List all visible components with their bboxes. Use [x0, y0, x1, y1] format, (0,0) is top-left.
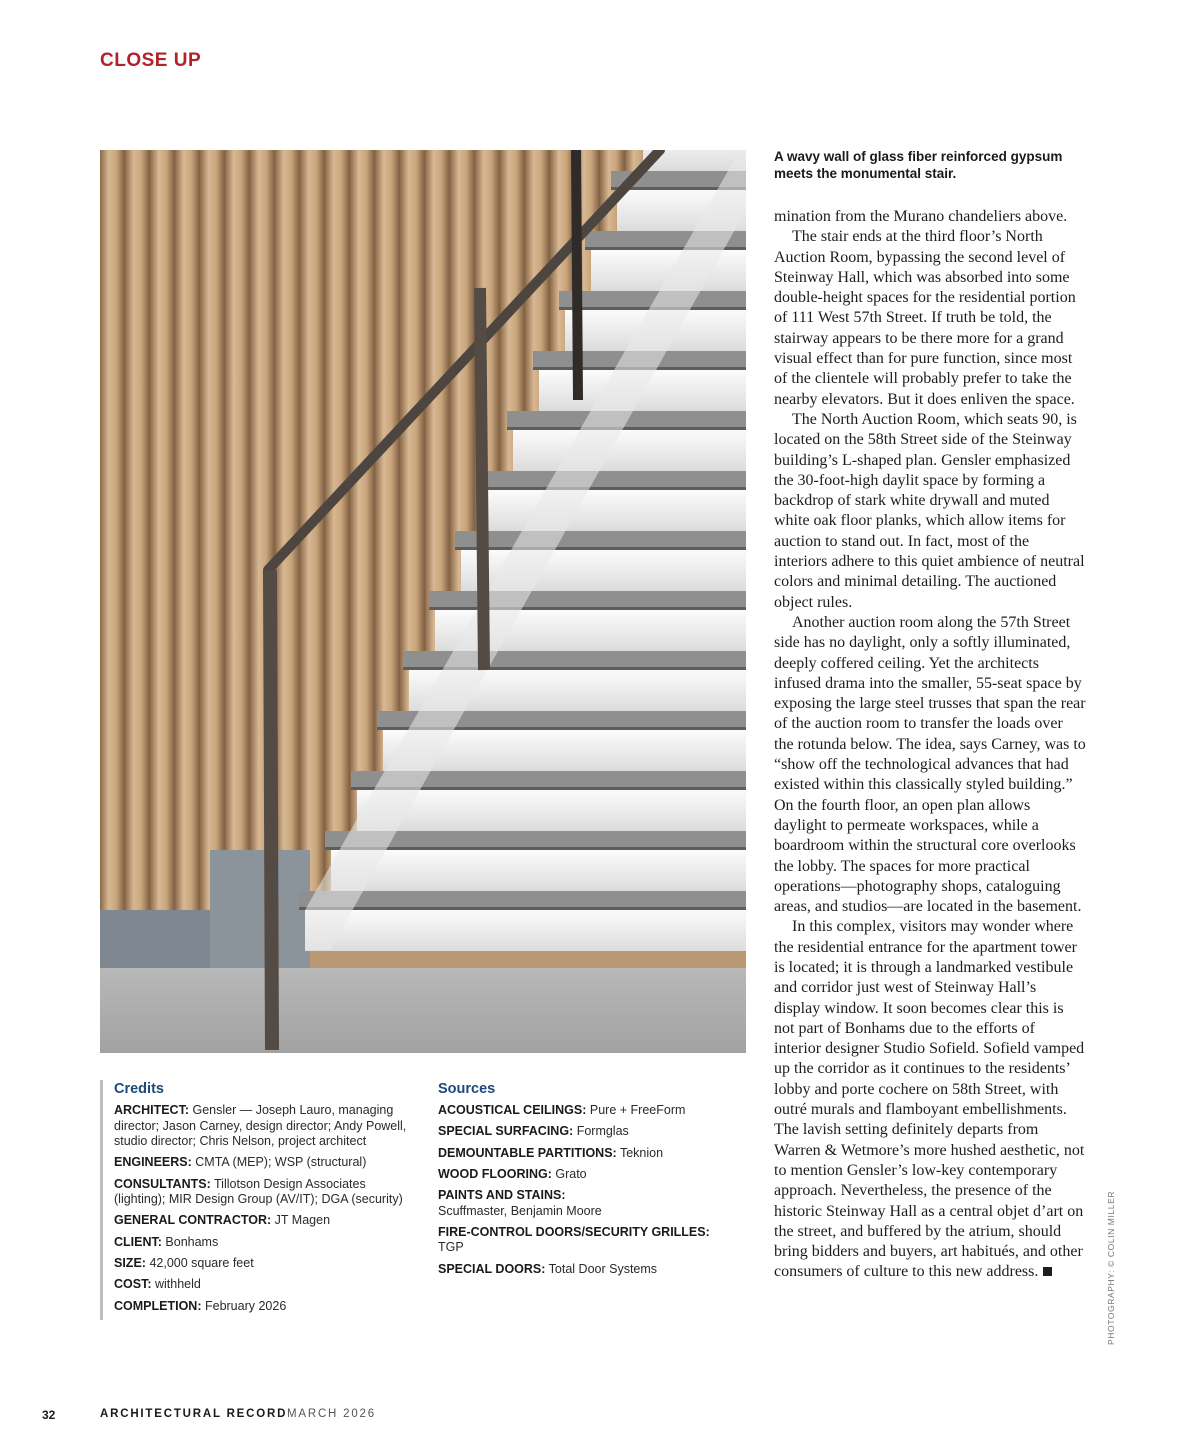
page-number: 32 — [42, 1408, 56, 1422]
source-entry — [438, 1103, 748, 1119]
credit-label: CLIENT: — [114, 1234, 162, 1249]
wall-flute — [275, 150, 300, 910]
wall-flute — [225, 150, 250, 910]
stair-riser — [487, 485, 746, 531]
stair-nosing — [455, 547, 746, 550]
stair-nosing — [481, 487, 746, 490]
credit-value: Gensler — Joseph Lauro, managing director; Jason Carney, design director; Andy Powell, studio director; Chris Nelson, project architect — [114, 1103, 407, 1148]
stair-tread — [299, 891, 746, 907]
article-paragraph: The stair ends at the third floor’s North Auction Room, bypassing the second level of Steinway Hall, which was absorbed into some double-height spaces for the residential portion of 111 West 57th Street. If truth be told, the stairway appears to be there more for a grand visual effect than for pure function, since most of the clientele will probably prefer to take the nearby elevators. But it does enliven the space. — [774, 228, 1076, 408]
credit-value: withheld — [154, 1277, 201, 1292]
issue-date: MARCH 2026 — [287, 1408, 376, 1420]
wall-flute — [100, 150, 125, 910]
credit-label: SIZE: — [114, 1255, 146, 1270]
stair-nosing — [299, 907, 746, 910]
article-paragraph: mination from the Murano chandeliers above. — [774, 208, 1068, 225]
credit-value: 42,000 square feet — [149, 1255, 254, 1270]
credit-value: Bonhams — [165, 1234, 219, 1249]
handrail-post — [576, 150, 578, 400]
credit-label: COMPLETION: — [114, 1298, 202, 1313]
stair-photo-illustration — [100, 150, 746, 1053]
credit-label: ARCHITECT: — [114, 1103, 189, 1117]
credit-label: GENERAL CONTRACTOR: — [114, 1213, 272, 1228]
credit-value: CMTA (MEP); WSP (structural) — [195, 1155, 367, 1170]
source-value: Grato — [555, 1166, 587, 1181]
credit-entry — [114, 1155, 410, 1171]
source-entry — [438, 1188, 748, 1219]
credit-entry — [114, 1213, 410, 1229]
wall-flute — [150, 150, 175, 910]
credit-label: COST: — [114, 1277, 152, 1292]
source-entry — [438, 1262, 748, 1278]
wall-flute — [200, 150, 225, 910]
credit-entry — [114, 1235, 410, 1251]
credit-label: ENGINEERS: — [114, 1155, 192, 1170]
stair-nosing — [429, 607, 746, 610]
article-body — [774, 207, 1086, 1283]
publication-name: ARCHITECTURAL RECORD — [100, 1408, 288, 1420]
source-entry — [438, 1146, 748, 1162]
credits-title: Credits — [114, 1081, 164, 1097]
source-entry — [438, 1167, 748, 1183]
stair-riser — [305, 905, 746, 951]
credit-entry — [114, 1177, 410, 1208]
credit-entry — [114, 1277, 410, 1293]
handrail-post — [480, 288, 484, 670]
stair-photo — [100, 150, 746, 1053]
source-label: WOOD FLOORING: — [438, 1166, 552, 1181]
photo-credit: PHOTOGRAPHY: © COLIN MILLER — [1106, 1190, 1116, 1345]
stair-tread — [455, 531, 746, 547]
article-paragraph: The North Auction Room, which seats 90, is located on the 58th Street side of the Steinway building’s L-shaped plan. Gensler emphasized the 30-foot-high daylit space by forming a backdrop of stark white drywall and muted white oak floor planks, which allow items for auction to stand out. In fact, most of the interiors adhere to this quiet ambience of neutral colors and minimal detailing. The auctioned object rules. — [774, 410, 1085, 611]
credits-box — [100, 1080, 410, 1320]
source-value: TGP — [438, 1240, 464, 1255]
source-value: Formglas — [576, 1124, 629, 1139]
wall-flute — [125, 150, 150, 910]
source-value: Total Door Systems — [548, 1261, 658, 1276]
sources-box — [438, 1080, 748, 1283]
source-label: SPECIAL SURFACING: — [438, 1124, 574, 1139]
source-value: Pure + FreeForm — [589, 1103, 686, 1117]
article-paragraph-text: In this complex, visitors may wonder where the residential entrance for the apartment tower is located; it is through a landmarked vestibule and corridor just west of Steinway Hall’s display window. It soon becomes clear this is not part of Bonhams due to the efforts of interior designer Studio Sofield. Sofield vamped up the corridor as it continues to the residents’ lobby and porte cochere on 58th Street, with outré murals and flamboyant embellishments. The lavish setting definitely departs from Warren & Wetmore’s more hushed aesthetic, not to mention Gensler’s low-key contemporary approach. Nevertheless, the presence of the historic Steinway Hall as a central objet d’art on the street, and buffered by the atrium, should bring bidders and buyers, art habitués, and other consumers of culture to this new address. — [774, 918, 1085, 1281]
photo-caption: A wavy wall of glass fiber reinforced gypsum meets the monumental stair. — [774, 149, 1063, 181]
credit-value: February 2026 — [204, 1298, 287, 1313]
stair-nosing — [507, 427, 746, 430]
credit-entry — [114, 1256, 410, 1272]
wall-flute — [175, 150, 200, 910]
article-paragraph: Another auction room along the 57th Street side has no daylight, only a softly illuminated, deeply coffered ceiling. Yet the architects infused drama into the smaller, 55-seat space by exposing the large steel trusses that span the rear of the auction room to transfer the loads over the rotunda below. The idea, says Carney, was to “show off the technological advances that had existed within this classically styled building.” On the fourth floor, an open plan allows daylight to permeate workspaces, while a boardroom within the structural core overlooks the lobby. The spaces for more practical operations—photography shops, cataloguing areas, and studios—are located in the basement. — [774, 613, 1086, 916]
source-entry — [438, 1225, 748, 1256]
source-label: DEMOUNTABLE PARTITIONS: — [438, 1145, 617, 1160]
section-label: CLOSE UP — [100, 50, 202, 71]
source-value: Scuffmaster, Benjamin Moore — [438, 1203, 602, 1218]
credit-label: CONSULTANTS: — [114, 1176, 211, 1191]
source-label: SPECIAL DOORS: — [438, 1261, 546, 1276]
stair-riser — [513, 425, 746, 471]
article-paragraph — [774, 917, 1086, 1282]
stair-tread — [481, 471, 746, 487]
credit-value: Tillotson Design Associates (lighting); MIR Design Group (AV/IT); DGA (security) — [114, 1176, 403, 1207]
credit-entry — [114, 1299, 410, 1315]
sources-title: Sources — [438, 1081, 496, 1097]
wall-flute — [325, 150, 350, 910]
stair-nosing — [325, 847, 746, 850]
source-entry — [438, 1124, 748, 1140]
source-label: PAINTS AND STAINS: — [438, 1188, 566, 1203]
credit-entry — [114, 1103, 410, 1150]
source-value: Teknion — [619, 1145, 664, 1160]
end-mark — [1043, 1267, 1052, 1276]
stair-tread — [429, 591, 746, 607]
credit-value: JT Magen — [274, 1213, 331, 1228]
source-label: ACOUSTICAL CEILINGS: — [438, 1103, 587, 1117]
stair-riser — [331, 845, 746, 891]
handrail-post — [270, 570, 272, 1050]
source-label: FIRE-CONTROL DOORS/SECURITY GRILLES: — [438, 1224, 710, 1239]
